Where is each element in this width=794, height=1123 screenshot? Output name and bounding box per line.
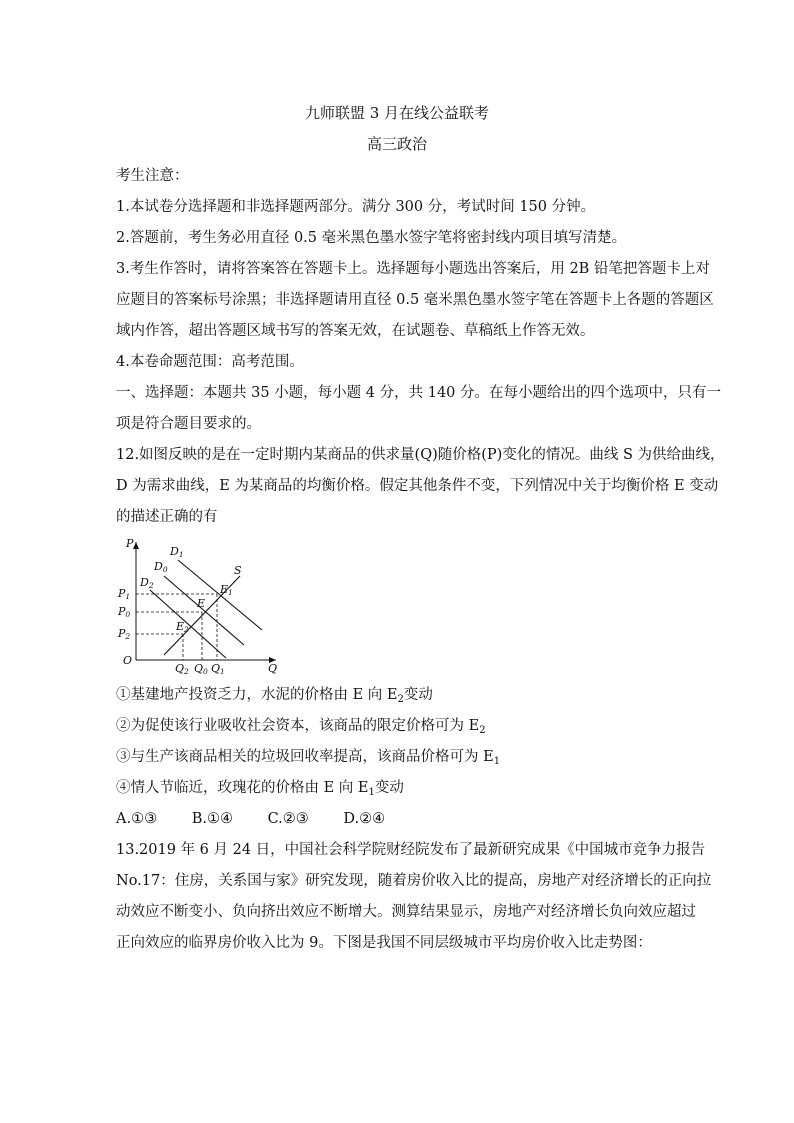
equilibrium-label-e2: E2: [176, 620, 189, 634]
notice-item-2: 2.答题前，考生务必用直径 0.5 毫米黑色墨水签字笔将密封线内项目填写清楚。: [116, 230, 627, 246]
demand-label-d1: D1: [170, 545, 184, 559]
supply-label: S: [234, 564, 242, 577]
notice-heading: 考生注意：: [116, 168, 189, 184]
question-13-stem-line-1: 13.2019 年 6 月 24 日，中国社会科学院财经院发布了最新研究成果《中国城市竞争力报告: [116, 842, 706, 858]
price-tick-p2: P2: [118, 627, 131, 641]
section-1-instructions-line-2: 项是符合题目要求的。: [116, 416, 261, 432]
notice-item-4: 4.本卷命题范围：高考范围。: [116, 354, 304, 370]
exam-subtitle: 高三政治: [366, 135, 427, 153]
equilibrium-label-e1: E1: [220, 583, 233, 597]
question-12-statement-3: ③与生产该商品相关的垃圾回收率提高，该商品价格可为 $E_1$: [116, 749, 501, 767]
q-axis-label: Q: [268, 662, 278, 674]
option-a: A.①③: [116, 811, 158, 827]
question-12-statement-1: ①基建地产投资乏力，水泥的价格由 E 向 $E_2$变动: [116, 687, 433, 705]
demand-label-d0: D0: [154, 560, 168, 574]
question-13-stem-line-4: 正向效应的临界房价收入比为 9。下图是我国不同层级城市平均房价收入比走势图：: [116, 935, 652, 951]
price-tick-p0: P0: [118, 605, 131, 619]
section-1-instructions-line-1: 一、选择题：本题共 35 小题，每小题 4 分，共 140 分。在每小题给出的四个选项中，只有一: [116, 385, 722, 401]
notice-item-3-line-1: 3.考生作答时，请将答案答在答题卡上。选择题每小题选出答案后，用 2B 铅笔把答题卡上对: [116, 261, 710, 277]
demand-label-d2: D2: [140, 576, 154, 590]
qty-tick-q0: Q0: [194, 662, 208, 674]
p-axis-label: P: [126, 537, 134, 550]
option-b: B.①④: [191, 811, 233, 827]
question-12-statement-2: ②为促使该行业吸收社会资本，该商品的限定价格可为 $E_2$: [116, 718, 486, 736]
supply-demand-svg: [116, 532, 286, 674]
qty-tick-q1: Q1: [211, 662, 225, 674]
question-12-stem-line-2: D 为需求曲线，E 为某商品的均衡价格。假定其他条件不变，下列情况中关于均衡价格 E 变动: [116, 478, 719, 494]
equilibrium-label-e: E: [197, 597, 206, 610]
notice-item-3-line-2: 应题目的答案标号涂黑；非选择题请用直径 0.5 毫米黑色墨水签字笔在答题卡上各题的答题区: [116, 292, 714, 308]
option-c: C.②③: [267, 811, 309, 827]
notice-item-3-line-3: 域内作答，超出答题区域书写的答案无效，在试题卷、草稿纸上作答无效。: [116, 323, 595, 339]
question-13-stem-line-2: No.17：住房，关系国与家》研究发现，随着房价收入比的提高，房地产对经济增长的正向拉: [116, 873, 712, 889]
question-12-options: [116, 809, 696, 829]
option-d: D.②④: [343, 811, 386, 827]
question-12-statement-4: ④情人节临近，玫瑰花的价格由 E 向 $E_1$变动: [116, 780, 404, 798]
exam-title: 九师联盟 3 月在线公益联考: [304, 104, 490, 122]
qty-tick-q2: Q2: [175, 662, 189, 674]
price-tick-p1: P1: [118, 587, 131, 601]
question-12-stem-line-1: 12.如图反映的是在一定时期内某商品的供求量(Q)随价格(P)变化的情况。曲线 S 为供给曲线，: [116, 447, 725, 463]
origin-label: O: [123, 654, 133, 667]
notice-item-1: 1.本试卷分选择题和非选择题两部分。满分 300 分，考试时间 150 分钟。: [116, 199, 596, 215]
question-13-stem-line-3: 动效应不断变小、负向挤出效应不断增大。测算结果显示，房地产对经济增长负向效应超过: [116, 904, 696, 920]
question-12-stem-line-3: 的描述正确的有: [116, 509, 218, 525]
demand-curve-d0: [164, 576, 244, 645]
p-axis-arrow: [133, 542, 139, 549]
supply-demand-diagram: [116, 532, 286, 674]
demand-curve-d2: [150, 590, 226, 658]
